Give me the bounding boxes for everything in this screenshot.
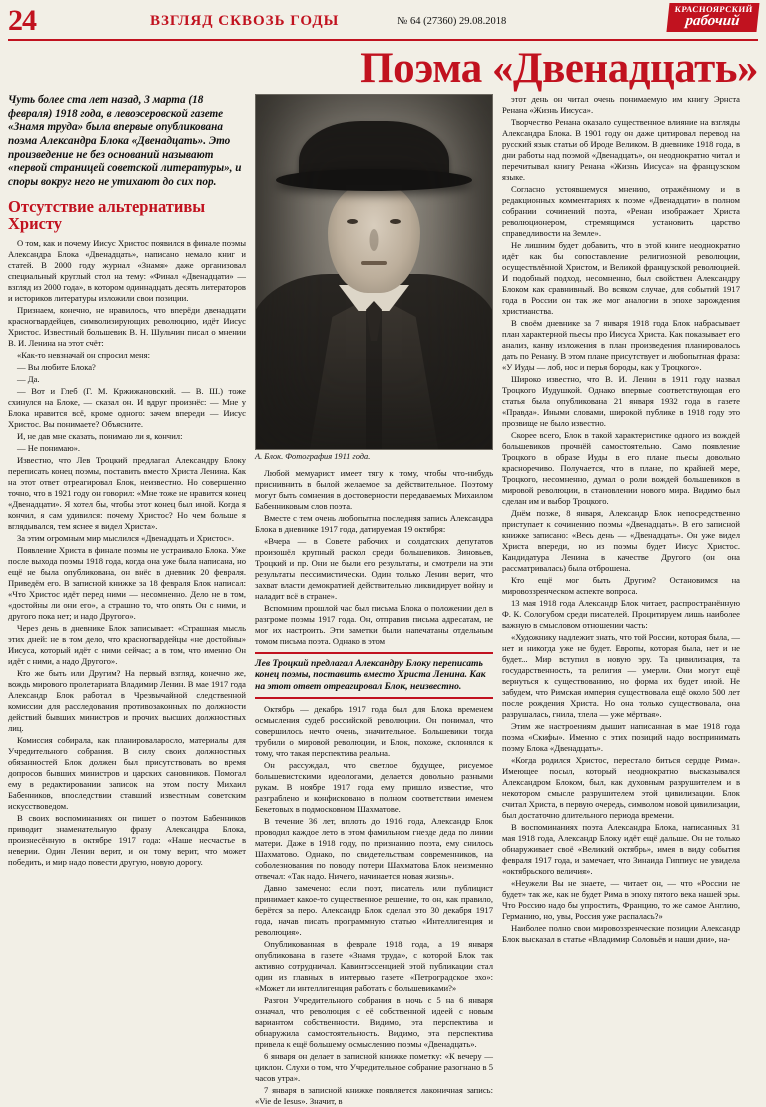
paragraph: Кто ещё мог быть Другим? Остановимся на мировоззренческом аспекте вопроса.	[502, 575, 740, 596]
paragraph: Октябрь — декабрь 1917 года был для Блока временем осмысления судеб российской революции. Он понимал, что совершилось нечто очень, значительное. Большевики тогда трубили о мировой революции, и Блок, похоже, склонялся к тому, что такая перспектива реальна.	[255, 703, 493, 758]
paragraph: Он рассуждал, что светлое будущее, рисуемое большевистскими идеологами, делается довольно разными рукам. В ноябре 1917 года ему пришло известие, что разграблено и конфисковано в полном соответствии именем Бекетовых в подмосковном Шахматове.	[255, 759, 493, 814]
header-divider	[8, 39, 758, 41]
paragraph: Разгон Учредительного собрания в ночь с 5 на 6 января означал, что революция с её собственной идеей с новым вариантом собственности. Видимо, эта перспектива и обнаружила самостоятельность. Видимо, эта перспектива привела к ещё большему осмыслению поэмы «Двенадцать».	[255, 994, 493, 1049]
paragraph: Широко известно, что В. И. Ленин в 1911 году назвал Троцкого Иудушкой. Однако впервые соответствующая его статья была опубликована 21 января 1932 года в газете «Правда». Иными словами, широкой публике в 1918 году это прозвище не было известно.	[502, 374, 740, 428]
paragraph: Любой мемуарист имеет тягу к тому, чтобы что-нибудь приснивнить в былой желаемое за действительное. Поэтому могут быть сомнения в достоверности передаваемых Михаилом Бабенниковым слов поэта.	[255, 467, 493, 511]
masthead	[8, 4, 758, 38]
photo-caption: А. Блок. Фотография 1911 года.	[255, 452, 371, 461]
paragraph: 13 мая 1918 года Александр Блок читает, распространённую Ф. К. Сологубом среди писателей. Процитируем лишь наиболее важную в смысловом отношении часть:	[502, 598, 740, 630]
article-photo	[255, 94, 493, 463]
paragraph: Кто же быть или Другим? На первый взгляд, конечно же, вождь мирового пролетариата Владимир Ленин. В мае 1917 года Александр Блок работал в Чрезвычайной следственной комиссии для расследования противозаконных по должности действий бывших министров и прочих высших должностных лиц.	[8, 668, 246, 734]
column-middle	[255, 94, 493, 1106]
paragraph: Комиссия собирала, как планироваларосло, материалы для Учредительного собрания. В силу своих должностных обязанностей Блок должен был присутствовать во время допросов бывших министров и царских сановников. Помогал ему в редактировании записок на этом посту Михаил Бабенников, впоследствии ставший известным советским искусствоведом.	[8, 735, 246, 812]
paragraph: В течение 36 лет, вплоть до 1916 года, Александр Блок проводил каждое лето в этом фамильном гнезде деда по линии матери. Даже в 1918 году, по признанию поэта, ему снилось Шахматово. Однако, по свидетельствам современников, на соболезнования по поводу потери Шахматова Блок неизменно отвечал: «Так надо. Ничего, начинается новая жизнь».	[255, 815, 493, 881]
paragraph: «Как-то невзначай он спросил меня:	[17, 350, 150, 361]
paragraph: Не лишним будет добавить, что в этой книге неоднократно идёт как бы сопоставление религиозной революции, осуществлённой Христом, и Великой французской революцией. И подобный подход, несомненно, был свойствен Александру Блоком как сравнивный. Во всяком случае, для событий 1917 года в России он так же мог аналогии в эпохе зарождения христианства.	[502, 240, 740, 316]
issue-info: № 64 (27360) 29.08.2018	[397, 15, 507, 27]
paragraph: Давно замечено: если поэт, писатель или публицист принимает какое-то существенное решение, то он, как правило, берётся за перо. Александр Блок сделал это 30 декабря 1917 года, начав писать программную статью «Интеллигенция и революция».	[255, 882, 493, 937]
brand-line-1: КРАСНОЯРСКИЙ	[674, 4, 754, 14]
paragraph: Наиболее полно свои мировоззренческие позиции Александр Блок высказал в статье «Владимир Соловьёв и наши дни», на-	[502, 923, 740, 944]
paragraph: этот день он читал очень понимаемую им книгу Эрнста Ренана «Жизнь Иисуса».	[502, 94, 740, 115]
paragraph: — Да.	[17, 374, 40, 385]
paragraph: За этим огромным мир мыслился «Двенадцать и Христос».	[17, 533, 235, 544]
paragraph: 7 января в записной книжке появляется лаконичная запись: «Vie de Iesus». Значит, в	[255, 1084, 493, 1106]
paragraph: И, не дав мне сказать, понимаю ли я, кончил:	[17, 431, 183, 442]
paragraph: Признаем, конечно, не нравилось, что вперёди двенадцати красногвардейцев, символизирующих революцию, идёт Иисус Христос. Известный большевик В. Н. Шульчин писал о мнении В. И. Ленина на этот счёт:	[8, 305, 246, 349]
blok-portrait-image	[255, 94, 493, 450]
paragraph: Известно, что Лев Троцкий предлагал Александру Блоку переписать конец поэмы, поставить вместо Христа Ленина. Как на этот ответ отреагировал Блок, неизвестно. Но совершенно точно, что в 1921 году он говорил: «Мне тоже не нравится конец «Двенадцати». Я хотел бы, чтобы этот конец был иной. Когда я кончил, я сам удивился: почему Христос? Но чем больше я вглядывался, тем яснее я видел Христа».	[8, 455, 246, 532]
article-body	[8, 94, 758, 1106]
paragraph: В своём дневнике за 7 января 1918 года Блок набрасывает план характерной пьесы про Иисуса Христа. Как показывает его анализ, канву изложения в план произведения планировалось дать по Ренану. В этом плане присутствует и любопытная фраза: «У Иуды — лоб, нос и перья бороды, как у Троцкого».	[502, 318, 740, 372]
paragraph: Днём позже, 8 января, Александр Блок непосредственно приступает к сочинению поэмы «Двенадцать». В его записной книжке записано: «Весь день — «Двенадцать». Он уже видел Христа впереди, но из поэмы будет Иисус Христос. Кандидатура Ленина в качестве Другого (он она рассматривалась) была отброшена.	[502, 508, 740, 573]
paragraph: В воспоминаниях поэта Александра Блока, написанных 31 мая 1918 года, Александр Блоку идёт ещё дальше. Он не только обнаруживает своё «Великий октябрь», имея в виду события февраля 1917 года, и замечает, что Зинаида Гиппиус не увидела «октябрьского величия».	[502, 822, 740, 876]
newspaper-logo	[667, 3, 760, 32]
article-subhead: Отсутствие альтернативы Христу	[8, 196, 206, 233]
paragraph: Через день в дневнике Блок записывает: «Страшная мысль этих дней: не в том дело, что красногвардейцы «не достойны» Иисуса, который идёт с ними сейчас; а в том, что именно Он идёт с ними, а надо Другого».	[8, 623, 246, 667]
section-title: ВЗГЛЯД СКВОЗЬ ГОДЫ	[150, 12, 340, 29]
paragraph: Скорее всего, Блок в такой характеристике одного из вождей большевиков прочнёй самостоятельно. Само появление Троцкого в образе Иуды в его плане пьесы довольно красноречиво. Получается, что в плане, по крайней мере, Троцкого, несомненно, думал о роли вождей большевиков в мировой революции, в становлении нового мира. Видимо был сделан им и выбор Троцкого.	[502, 430, 740, 506]
column-left	[8, 94, 246, 994]
brand-line-2: рабочий	[684, 12, 741, 29]
paragraph: Вспомним прошлой час был письма Блока о положении дел в разгроме поэмы 1917 года. Он, отправив письма адресатам, не мог их настроить. Эти заметки были напечатаны отдельным томом письма поэта. Однако в этом	[255, 602, 493, 646]
paragraph: — Вот и Глеб (Г. М. Кржижановский. — В. Ш.) тоже схинулся на Блоке, — сказал он. И вдруг произнёс: — Мне у Блока нравится всё, кроме одного: зачем впереди — Иисус Христос. Вы понимаете? Объясните.	[8, 386, 246, 430]
paragraph: Согласно устоявшемуся мнению, отражённому и в редакционных комментариях к поэме «Двенадцати» в полном собрании сочинений поэта, «Ренан изображает Христа революционером, стремящимся установить царство справедливости на Земле».	[502, 184, 740, 238]
paragraph: Опубликованная в феврале 1918 года, а 19 января опубликована в газете «Знамя труда», с которой Блок так активно сотрудничал. Кавинтэссенцией этой публикации стал один из главных в интервью газете «Петроградское эхо»: «Может ли интеллигенция работать с большевиками?»	[255, 938, 493, 993]
paragraph: 6 января он делает в записной книжке пометку: «К вечеру — циклон. Слухи о том, что Учредительное собрание разогнано в 5 часов утра».	[255, 1050, 493, 1083]
paragraph: «Неужели Вы не знаете, — читает он, — что «России не будет» так же, как не будет Рима в эпоху пятого века нашей эры. Что Россию надо бы упростить, Францию, то же самое Англию, Германию, но, увы, Россия уже распалась?»	[502, 878, 740, 921]
paragraph: В своих воспоминаниях он пишет о поэтом Бабенников приводит знаменательную фразу Александра Блока, произнесённую в октябре 1917 года: «Наше несчастье в неверии. Один Ленин верит, и он тому верит, что может победить, и мир надо повести другую, новую дорогу.	[8, 813, 246, 868]
paragraph: Появление Христа в финале поэмы не устраивало Блока. Уже после выхода поэмы 1918 года, когда она уже была написана, но ещё не была опубликована, он внёс в дневник 20 февраля. Приведём его. В записной книжке за 18 февраля Блок написал: «Что Христос идёт перед ними — несомненно. Дело не в том, «достойны ли они его», а страшно то, что опять Он с ними, и другого пока нет; и надо Другого».	[8, 545, 246, 622]
paragraph: Этим же настроениям дышит написанная в мае 1918 года поэма «Скифы». Именно с этих позиций надо воспринимать поэму Блока «Двенадцать».	[502, 721, 740, 753]
pull-quote: Лев Троцкий предлагал Александру Блоку переписать конец поэмы, поставить вместо Христа Ленина. Как на этот ответ отреагировал Блок, неизвестно.	[255, 652, 493, 699]
paragraph: Творчество Ренана оказало существенное влияние на взгляды Александра Блока. В 1901 году он даже цитировал перевод на русский язык статьи об Иродe Великом. В дневнике 1918 года, в дни работы над поэмой «Двенадцать», он неоднократно читал и перечитывал книгу Ренана «Жизнь Иисуса» на французском языке.	[502, 117, 740, 182]
page-number: 24	[8, 4, 36, 37]
article-lead: Чуть более ста лет назад, 3 марта (18 февраля) 1918 года, в левоэсеровской газете «Знамя труда» была впервые опубликована поэма Александра Блока «Двенадцать». Это произведение не без оснований называют «первой страницей советской литературы», и споры вокруг него не утихают до сих пор.	[8, 94, 242, 188]
paragraph: — Не понимаю».	[17, 443, 81, 454]
column-right	[502, 94, 740, 994]
paragraph: О том, как и почему Иисус Христос появился в финале поэмы Александра Блока «Двенадцать», написано немало книг и статей. В 2000 году журнал «Знамя» даже организовал специальный круглый стол на тему: «Финал «Двенадцати» — взгляд из 2000 года», в котором одиннадцать десять литераторов и историков литературы изложили свои позиции.	[8, 238, 246, 304]
paragraph: «Художнику надлежит знать, что той России, которая была, — нет и никогда уже не будет. Европы, которая была, нет и не будет... Мир вступил в новую эру. Та цивилизация, та государственность, та религия — умерли. Они могут ещё вернуться к существованию, но форма их будет иной. Не забудем, что Римская империя существовала ещё около 500 лет после рождения Христа. Но она только существовала, она разрушалась, гнила, тлела — уже мёртвая».	[502, 632, 740, 719]
paragraph: Вместе с тем очень любопытна последняя запись Александра Блока в дневнике 1917 года, датируемая 19 октября:	[255, 512, 493, 534]
page-title: Поэма «Двенадцать»	[360, 45, 758, 92]
paragraph: — Вы любите Блока?	[17, 362, 96, 373]
paragraph: «Когда родился Христос, перестало биться сердце Рима». Имеющее посыл, который неоднократно высказывался Александром Блоком, был, как духовным разрушителем и в некотором смысле разрушителем этой цивилизации. Блок считал Христа, в первую очередь, символом новой цивилизации, был достаточно длительного периода времени.	[502, 755, 740, 820]
paragraph: «Вчера — в Совете рабочих и солдатских депутатов произошёл крупный раскол среди большевиков. Зиновьев, Троцкий и пр. Они не были его результаты, и смотрели на эти результаты пессимистически. Один только Ленин верит, что захват власти демократией действительно ликвидирует войну и наладит всё в стране».	[255, 535, 493, 601]
